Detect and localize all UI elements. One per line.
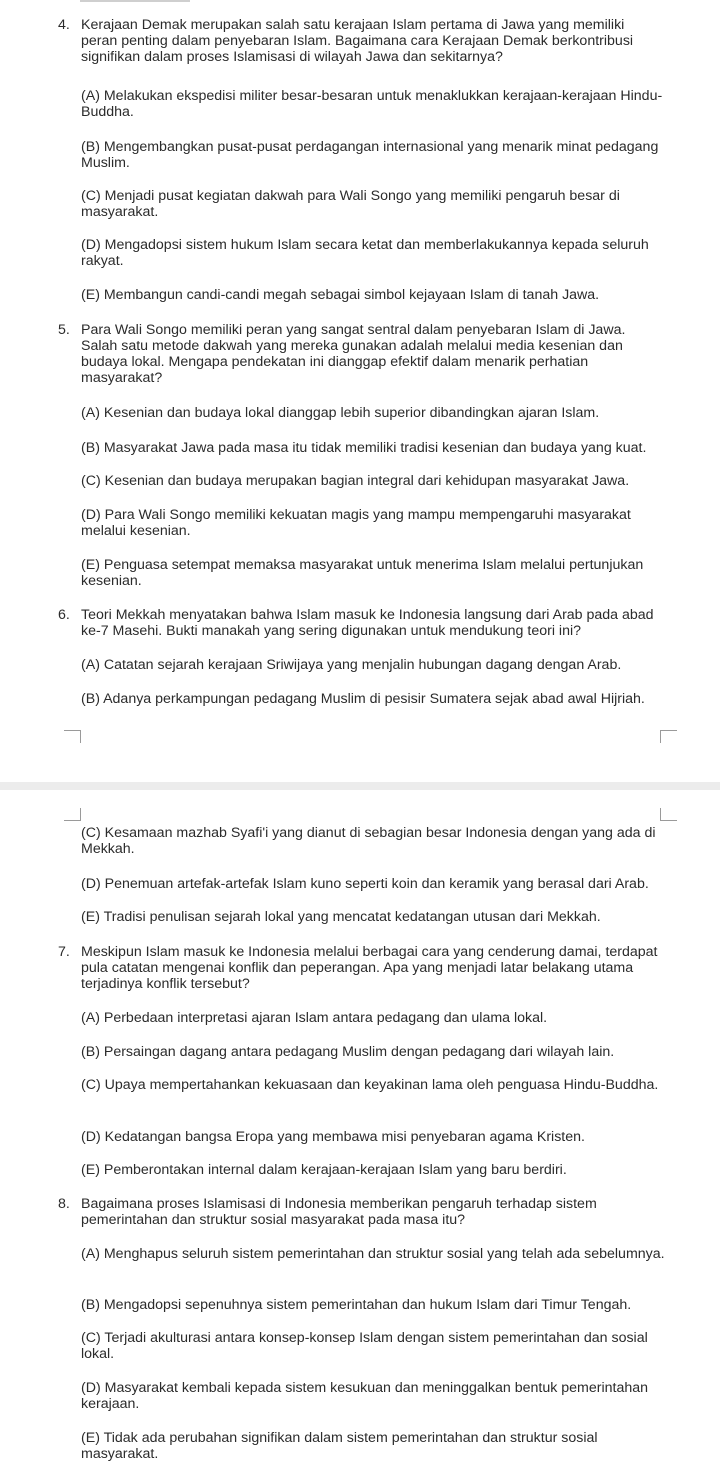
option-7c[interactable]: (C) Upaya mempertahankan kekuasaan dan keyakinan lama oleh penguasa Hindu-Buddha. xyxy=(81,1077,659,1093)
question-5 xyxy=(60,322,660,386)
question-text: Kerajaan Demak merupakan salah satu kerajaan Islam pertama di Jawa yang memiliki peran penting dalam penyebaran Islam. Bagaimana cara Kerajaan Demak berkontribusi signifikan dalam proses Islamisasi di wilayah Jawa dan sekitarnya? xyxy=(81,17,634,65)
question-text: Para Wali Songo memiliki peran yang sangat sentral dalam penyebaran Islam di Jawa. Salah satu metode dakwah yang mereka gunakan adalah melalui media kesenian dan budaya lokal. Mengapa pendekatan ini dianggap efektif dalam menarik perhatian masyarakat? xyxy=(81,322,626,386)
option-8b[interactable]: (B) Mengadopsi sepenuhnya sistem pemerintahan dan hukum Islam dari Timur Tengah. xyxy=(81,1297,632,1313)
option-7e[interactable]: (E) Pemberontakan internal dalam kerajaan-kerajaan Islam yang baru berdiri. xyxy=(81,1162,567,1178)
option-8c[interactable]: (C) Terjadi akulturasi antara konsep-konsep Islam dengan sistem pemerintahan dan sosial lokal. xyxy=(81,1330,648,1362)
option-6a[interactable]: (A) Catatan sejarah kerajaan Sriwijaya yang menjalin hubungan dagang dengan Arab. xyxy=(81,657,622,673)
question-number: 7. xyxy=(58,944,70,960)
option-5d[interactable]: (D) Para Wali Songo memiliki kekuatan magis yang mampu mempengaruhi masyarakat melalui kesenian. xyxy=(81,507,631,539)
option-5b[interactable]: (B) Masyarakat Jawa pada masa itu tidak memiliki tradisi kesenian dan budaya yang kuat. xyxy=(81,440,647,456)
option-6b[interactable]: (B) Adanya perkampungan pedagang Muslim di pesisir Sumatera sejak abad awal Hijriah. xyxy=(81,691,645,707)
question-4 xyxy=(60,17,660,65)
question-text: Bagaimana proses Islamisasi di Indonesia memberikan pengaruh terhadap sistem pemerintahan dan struktur sosial masyarakat pada masa itu? xyxy=(81,1196,597,1228)
option-4e[interactable]: (E) Membangun candi-candi megah sebagai simbol kejayaan Islam di tanah Jawa. xyxy=(81,287,600,303)
option-4d[interactable]: (D) Mengadopsi sistem hukum Islam secara ketat dan memberlakukannya kepada seluruh rakyat. xyxy=(81,237,649,269)
question-number: 8. xyxy=(58,1196,70,1212)
question-8 xyxy=(60,1196,660,1228)
option-5e[interactable]: (E) Penguasa setempat memaksa masyarakat untuk menerima Islam melalui pertunjukan kesenian. xyxy=(81,557,644,589)
question-6 xyxy=(60,607,660,639)
top-edge-divider xyxy=(80,0,190,2)
question-7 xyxy=(60,944,660,992)
option-5c[interactable]: (C) Kesenian dan budaya merupakan bagian integral dari kehidupan masyarakat Jawa. xyxy=(81,473,630,489)
question-number: 6. xyxy=(58,607,70,623)
option-7b[interactable]: (B) Persaingan dagang antara pedagang Muslim dengan pedagang dari wilayah lain. xyxy=(81,1044,615,1060)
option-8d[interactable]: (D) Masyarakat kembali kepada sistem kesukuan dan meninggalkan bentuk pemerintahan kerajaan. xyxy=(81,1380,649,1412)
option-7d[interactable]: (D) Kedatangan bangsa Eropa yang membawa misi penyebaran agama Kristen. xyxy=(81,1129,585,1145)
crop-mark-top-right xyxy=(660,730,677,743)
option-6e[interactable]: (E) Tradisi penulisan sejarah lokal yang mencatat kedatangan utusan dari Mekkah. xyxy=(81,909,601,925)
option-7a[interactable]: (A) Perbedaan interpretasi ajaran Islam antara pedagang dan ulama lokal. xyxy=(81,1010,548,1026)
option-8a[interactable]: (A) Menghapus seluruh sistem pemerintahan dan struktur sosial yang telah ada sebelumnya. xyxy=(81,1246,665,1262)
option-4c[interactable]: (C) Menjadi pusat kegiatan dakwah para Wali Songo yang memiliki pengaruh besar di masyarakat. xyxy=(81,188,620,220)
page-bottom xyxy=(0,790,720,1474)
question-text: Teori Mekkah menyatakan bahwa Islam masuk ke Indonesia langsung dari Arab pada abad ke-7 Masehi. Bukti manakah yang sering digunakan untuk mendukung teori ini? xyxy=(81,607,654,639)
option-5a[interactable]: (A) Kesenian dan budaya lokal dianggap lebih superior dibandingkan ajaran Islam. xyxy=(81,405,600,421)
page-separator xyxy=(0,782,720,790)
question-number: 4. xyxy=(58,17,70,33)
option-6d[interactable]: (D) Penemuan artefak-artefak Islam kuno seperti koin dan keramik yang berasal dari Arab. xyxy=(81,876,649,892)
question-text: Meskipun Islam masuk ke Indonesia melalui berbagai cara yang cenderung damai, terdapat pula catatan mengenai konflik dan peperangan. Apa yang menjadi latar belakang utama terjadinya konflik tersebut? xyxy=(81,944,658,992)
option-4b[interactable]: (B) Mengembangkan pusat-pusat perdagangan internasional yang menarik minat pedagang Muslim. xyxy=(81,139,659,171)
option-4a[interactable]: (A) Melakukan ekspedisi militer besar-besaran untuk menaklukkan kerajaan-kerajaan Hindu-Buddha. xyxy=(81,88,663,120)
crop-mark-top-left xyxy=(64,730,81,743)
option-8e[interactable]: (E) Tidak ada perubahan signifikan dalam sistem pemerintahan dan struktur sosial masyarakat. xyxy=(81,1430,598,1462)
question-number: 5. xyxy=(58,322,70,338)
option-6c[interactable]: (C) Kesamaan mazhab Syafi'i yang dianut di sebagian besar Indonesia dengan yang ada di Mekkah. xyxy=(81,825,656,857)
